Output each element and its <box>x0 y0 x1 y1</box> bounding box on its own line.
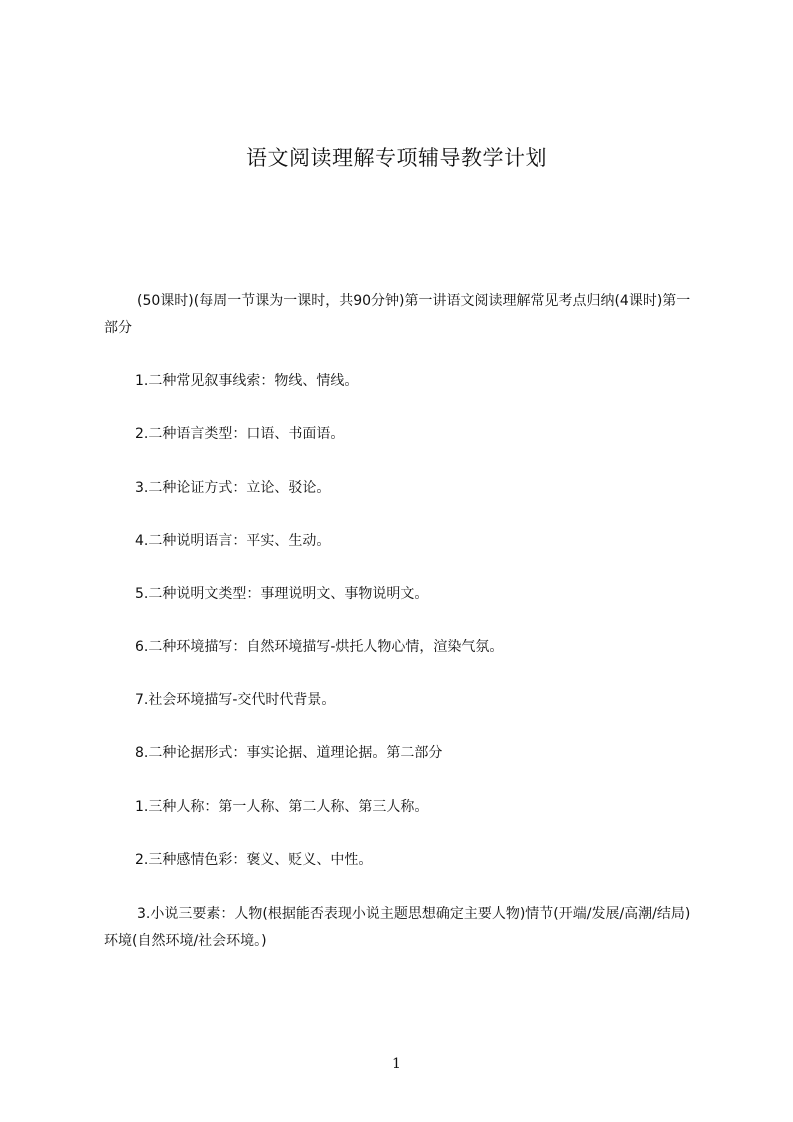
list-item: 1.三种人称：第一人称、第二人称、第三人称。 <box>135 799 429 815</box>
list-item: 1.二种常见叙事线索：物线、情线。 <box>135 373 359 389</box>
list-item: 5.二种说明文类型：事理说明文、事物说明文。 <box>135 586 429 602</box>
list-item: 8.二种论据形式：事实论据、道理论据。第二部分 <box>135 745 443 761</box>
intro-paragraph: (50课时)(每周一节课为一课时，共90分钟)第一讲语文阅读理解常见考点归纳(4课时)第一部分 <box>104 293 691 336</box>
list-item: 2.二种语言类型：口语、书面语。 <box>135 426 345 442</box>
page-number: 1 <box>392 1056 401 1072</box>
list-item: 3.二种论证方式：立论、驳论。 <box>135 480 331 496</box>
list-item: 2.三种感情色彩：褒义、贬义、中性。 <box>135 852 373 868</box>
list-item: 7.社会环境描写-交代时代背景。 <box>135 692 336 708</box>
final-paragraph: 3.小说三要素：人物(根据能否表现小说主题思想确定主要人物)情节(开端/发展/高潮/结局)环境(自然环境/社会环境。) <box>104 906 691 949</box>
list-item: 4.二种说明语言：平实、生动。 <box>135 533 331 549</box>
list-item: 6.二种环境描写：自然环境描写-烘托人物心情，渲染气氛。 <box>135 639 504 655</box>
document-title: 语文阅读理解专项辅导教学计划 <box>246 146 547 170</box>
